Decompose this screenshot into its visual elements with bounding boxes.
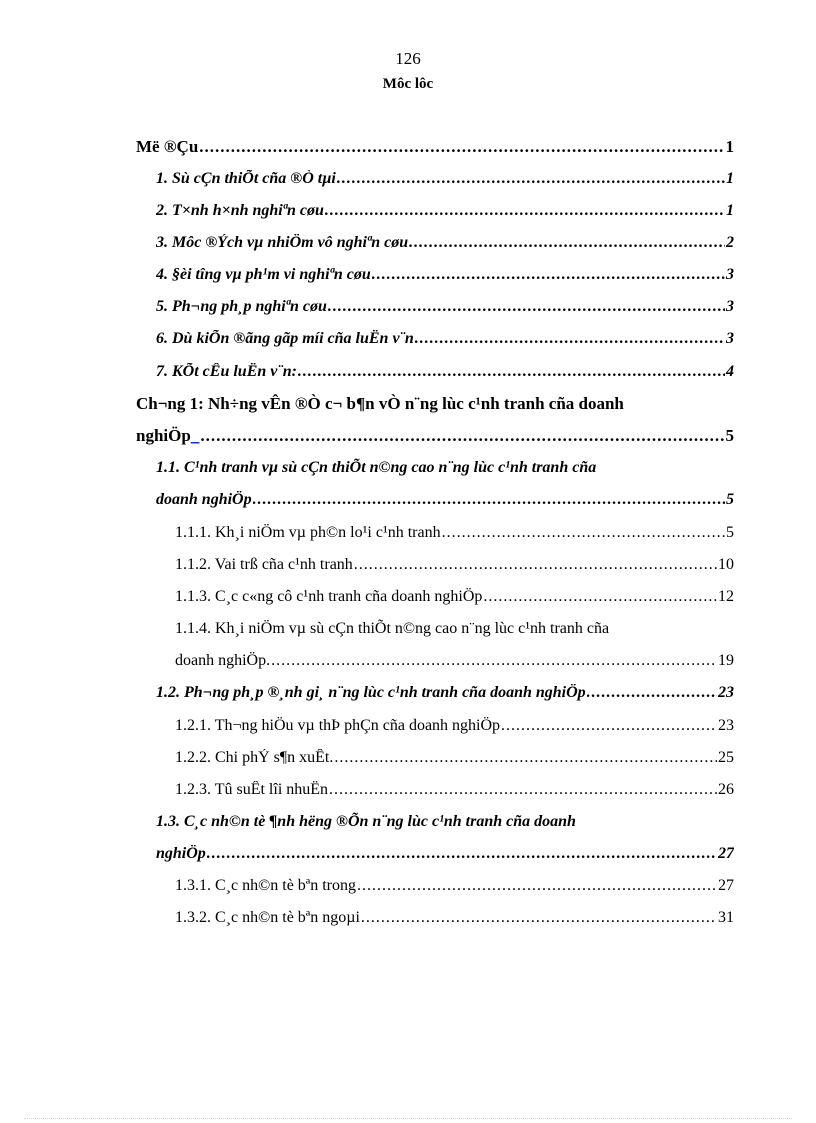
toc-entry-label: 1. Sù cÇn thiÕt cña ®Ò tµi <box>156 170 336 187</box>
toc-entry-page: 25 <box>718 749 734 766</box>
leader-dots <box>200 426 724 446</box>
leader-dots <box>442 524 725 542</box>
toc-entry-4[interactable] <box>156 266 734 284</box>
toc-subsection-1-2-3[interactable] <box>175 781 734 799</box>
leader-dots <box>337 170 725 188</box>
toc-entry-label: 1.2. Ph¬ng ph¸p ®¸nh gi¸ n¨ng lùc c¹nh tranh cña doanh nghiÖp <box>156 684 586 701</box>
toc-entry-page: 5 <box>726 491 734 508</box>
toc-entry-page: 1 <box>726 202 734 219</box>
toc-subsection-1-2-1[interactable] <box>175 717 734 735</box>
toc-section-1-3-line1[interactable]: 1.3. C¸c nh©n tè ¶nh hëng ®Õn n¨ng lùc c¹nh tranh cña doanh <box>156 813 576 830</box>
toc-entry-label: 6. Dù kiÕn ®ãng gãp míi cña luËn v¨n <box>156 330 414 347</box>
toc-entry-5[interactable] <box>156 298 734 316</box>
toc-entry-label: 1.1.3. C¸c c«ng cô c¹nh tranh cña doanh nghiÖp <box>175 588 483 605</box>
toc-entry-label: 7. KÕt cÊu luËn v¨n: <box>156 363 297 380</box>
toc-entry-7[interactable] <box>156 363 734 381</box>
page-number: 126 <box>395 49 421 68</box>
toc-entry-label: doanh nghiÖp. <box>175 652 271 669</box>
leader-dots <box>372 266 725 284</box>
toc-entry-label: 2. T×nh h×nh nghiªn cøu <box>156 202 324 219</box>
toc-entry-label: 1.3.1. C¸c nh©n tè bªn trong <box>175 877 356 894</box>
toc-entry-page: 3 <box>726 330 734 347</box>
toc-subsection-1-3-2[interactable] <box>175 909 734 927</box>
toc-subsection-1-1-4-line1[interactable]: 1.1.4. Kh¸i niÖm vµ sù cÇn thiÕt n©ng cao n¨ng lùc c¹nh tranh cña <box>175 620 610 637</box>
toc-entry-page: 19 <box>718 652 734 669</box>
leader-dots <box>271 652 717 670</box>
toc-chapter-1-line1[interactable]: Ch¬ng 1: Nh÷ng vÊn ®Ò c¬ b¶n vÒ n¨ng lùc c¹nh tranh cña doanh <box>136 394 624 413</box>
toc-entry-2[interactable] <box>156 202 734 220</box>
toc-entry-label: 1.2.2. Chi phÝ s¶n xuÊt. <box>175 749 334 766</box>
toc-entry-label: nghiÖp <box>156 845 206 862</box>
toc-entry-page: 1 <box>725 137 734 156</box>
toc-section-1-1-line1[interactable]: 1.1. C¹nh tranh vµ sù cÇn thiÕt n©ng cao n¨ng lùc c¹nh tranh cña <box>156 459 597 476</box>
leader-dots <box>357 877 717 895</box>
toc-entry-6[interactable] <box>156 330 734 348</box>
toc-entry-intro[interactable] <box>136 137 734 157</box>
leader-dots <box>298 363 725 381</box>
toc-entry-page: 5 <box>726 524 734 541</box>
leader-dots <box>415 330 725 348</box>
toc-entry-page: 27 <box>718 845 734 862</box>
leader-dots <box>199 137 724 157</box>
toc-title: Môc lôc <box>382 76 434 92</box>
toc-entry-page: 10 <box>718 556 734 573</box>
toc-entry-label: 1.2.3. Tû suÊt lîi nhuËn <box>175 781 329 798</box>
toc-section-1-2[interactable] <box>156 684 734 702</box>
toc-entry-page: 5 <box>725 426 734 445</box>
leader-dots <box>253 491 725 509</box>
toc-entry-page: 3 <box>726 266 734 283</box>
leader-dots <box>501 717 717 735</box>
toc-entry-page: 23 <box>718 684 734 701</box>
toc-entry-label: 3. Môc ®Ých vµ nhiÖm vô nghiªn cøu <box>156 234 409 251</box>
toc-section-1-1[interactable] <box>156 491 734 509</box>
toc-entry-label: 1.1.1. Kh¸i niÖm vµ ph©n lo¹i c¹nh tranh <box>175 524 441 541</box>
toc-subsection-1-1-1[interactable] <box>175 524 734 542</box>
toc-entry-page: 1 <box>726 170 734 187</box>
toc-entry-label: 5. Ph¬ng ph¸p nghiªn cøu <box>156 298 327 315</box>
leader-dots <box>483 588 717 606</box>
leader-dots <box>325 202 725 220</box>
toc-entry-label: nghiÖp_ <box>136 426 200 445</box>
toc-subsection-1-3-1[interactable] <box>175 877 734 895</box>
leader-dots <box>361 909 717 927</box>
toc-chapter-1[interactable] <box>136 426 734 446</box>
leader-dots <box>207 845 717 863</box>
leader-dots <box>409 234 725 252</box>
leader-dots <box>329 781 717 799</box>
toc-entry-label: 1.1.2. Vai trß cña c¹nh tranh <box>175 556 353 573</box>
toc-entry-label: 1.2.1. Th¬ng hiÖu vµ thÞ phÇn cña doanh nghiÖp <box>175 717 501 734</box>
toc-entry-page: 3 <box>726 298 734 315</box>
toc-entry-page: 23 <box>718 717 734 734</box>
toc-entry-label: 4. §èi tîng vµ ph¹m vi nghiªn cøu <box>156 266 371 283</box>
toc-entry-page: 27 <box>718 877 734 894</box>
toc-entry-page: 12 <box>718 588 734 605</box>
bottom-dotted-rule <box>24 1118 792 1119</box>
toc-subsection-1-1-2[interactable] <box>175 556 734 574</box>
leader-dots <box>354 556 717 574</box>
toc-entry-3[interactable] <box>156 234 734 252</box>
leader-dots <box>328 298 725 316</box>
toc-subsection-1-1-4[interactable] <box>175 652 734 670</box>
toc-entry-page: 31 <box>718 909 734 926</box>
toc-entry-page: 4 <box>726 363 734 380</box>
leader-dots <box>587 684 717 702</box>
hyperlink-mark: _ <box>190 426 200 445</box>
toc-entry-1[interactable] <box>156 170 734 188</box>
leader-dots <box>334 749 717 767</box>
toc-entry-label: Më ®Çu <box>136 137 199 156</box>
toc-subsection-1-2-2[interactable] <box>175 749 734 767</box>
toc-entry-label: doanh nghiÖp <box>156 491 252 508</box>
toc-entry-label: 1.3.2. C¸c nh©n tè bªn ngoµi <box>175 909 360 926</box>
toc-entry-page: 2 <box>726 234 734 251</box>
toc-entry-page: 26 <box>718 781 734 798</box>
toc-subsection-1-1-3[interactable] <box>175 588 734 606</box>
toc-section-1-3[interactable] <box>156 845 734 863</box>
